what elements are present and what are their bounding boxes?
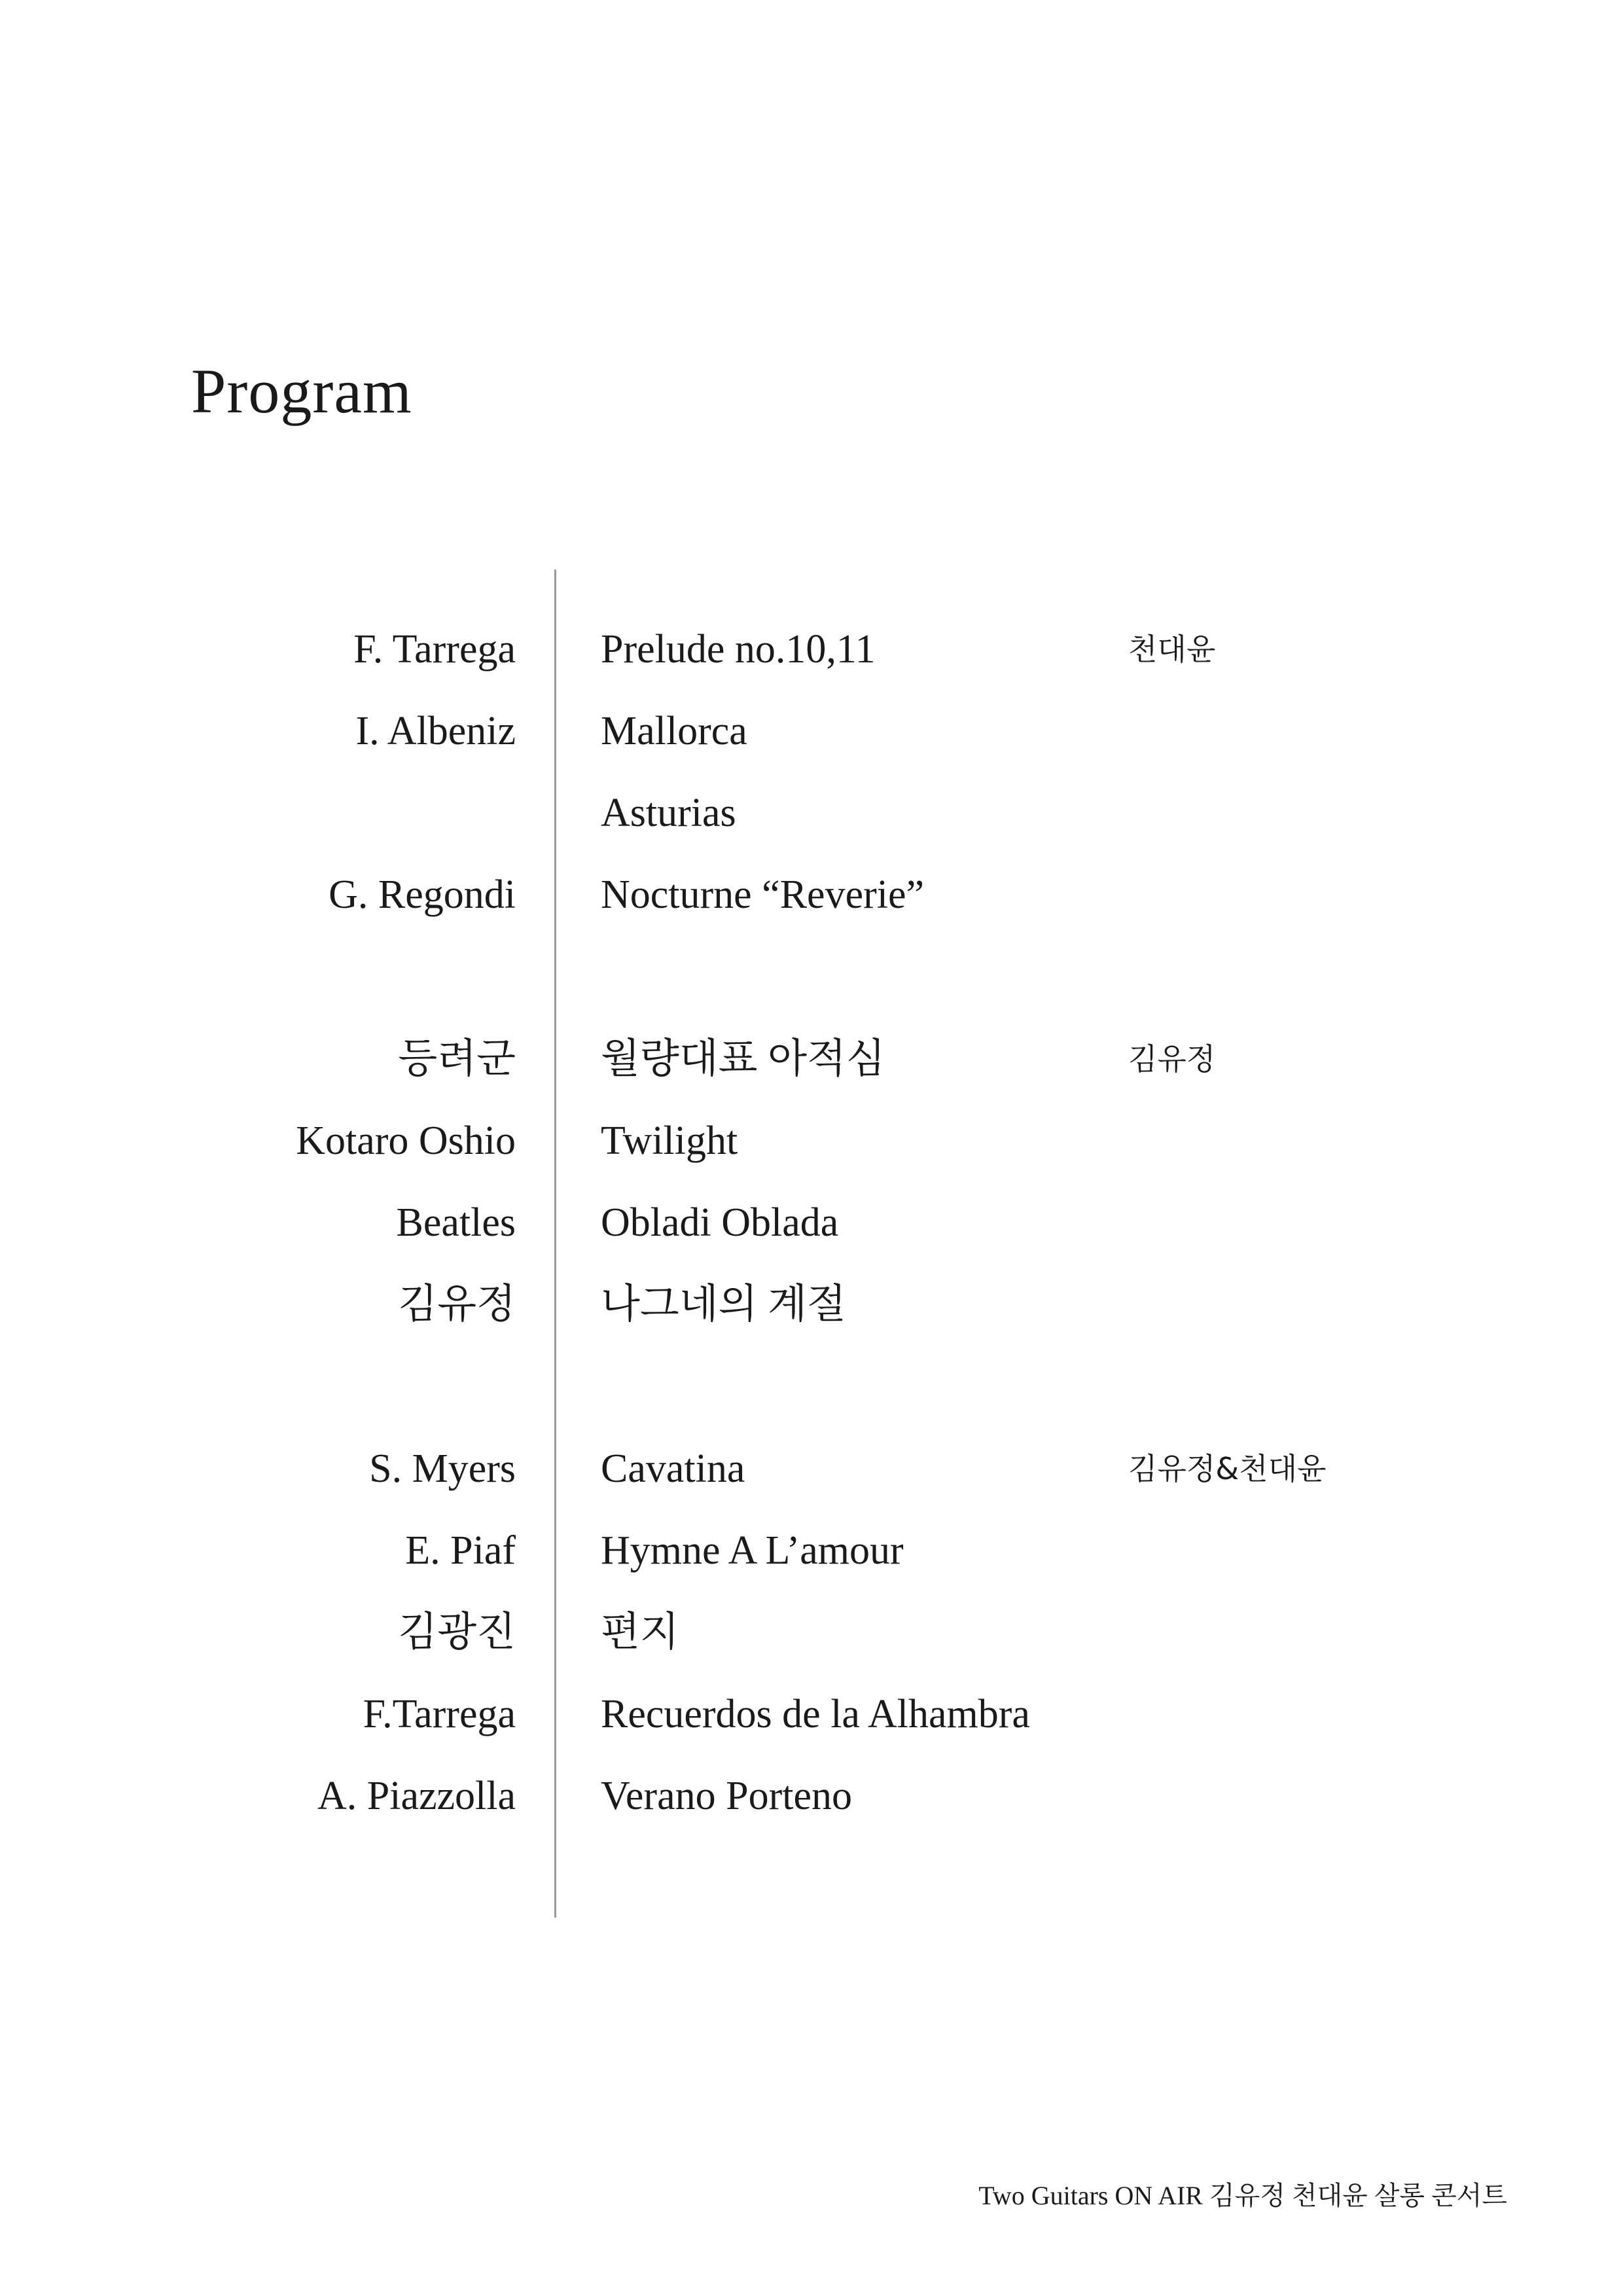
program-row: [0, 1108, 1623, 1174]
program-row: [0, 1026, 1623, 1092]
piece-title: Prelude no.10,11: [601, 627, 876, 672]
program-row: [0, 1272, 1623, 1337]
program-row: [0, 1436, 1623, 1501]
composer-name: F. Tarrega: [353, 627, 516, 672]
composer-name: A. Piazzolla: [317, 1774, 516, 1818]
composer-name: Beatles: [396, 1200, 516, 1245]
program-row: [0, 1681, 1623, 1747]
program-row: [0, 1190, 1623, 1255]
program-row: [0, 617, 1623, 682]
composer-name: Kotaro Oshio: [296, 1119, 516, 1163]
piece-title: Asturias: [601, 791, 736, 835]
composer-name: 김유정: [398, 1282, 516, 1327]
composer-name: I. Albeniz: [355, 709, 516, 753]
page-title: Program: [191, 356, 412, 426]
composer-name: F.Tarrega: [363, 1692, 516, 1736]
piece-title: Obladi Oblada: [601, 1200, 839, 1245]
composer-name: G. Regondi: [329, 872, 516, 917]
performer-name: 김유정&천대윤: [1128, 1451, 1327, 1486]
piece-title: 나그네의 계절: [601, 1282, 846, 1327]
piece-title: Recuerdos de la Alhambra: [601, 1692, 1030, 1736]
performer-name: 천대윤: [1128, 632, 1216, 667]
composer-name: E. Piaf: [405, 1528, 516, 1573]
piece-title: Nocturne “Reverie”: [601, 872, 925, 917]
program-row: [0, 698, 1623, 764]
program-row: [0, 1518, 1623, 1583]
composer-name: 등려군: [398, 1037, 516, 1081]
piece-title: Mallorca: [601, 709, 747, 753]
piece-title: 월량대표 아적심: [601, 1037, 885, 1081]
piece-title: Twilight: [601, 1119, 738, 1163]
composer-name: 김광진: [398, 1610, 516, 1655]
piece-title: Cavatina: [601, 1446, 745, 1491]
performer-name: 김유정: [1128, 1041, 1216, 1077]
piece-title: Hymne A L’amour: [601, 1528, 904, 1573]
program-row: [0, 862, 1623, 927]
composer-name: S. Myers: [369, 1446, 516, 1491]
piece-title: 편지: [601, 1610, 679, 1655]
piece-title: Verano Porteno: [601, 1774, 852, 1818]
program-row: [0, 1763, 1623, 1829]
program-row: [0, 780, 1623, 846]
program-row: [0, 1600, 1623, 1665]
footer-caption: Two Guitars ON AIR 김유정 천대윤 살롱 콘서트: [978, 2181, 1507, 2210]
